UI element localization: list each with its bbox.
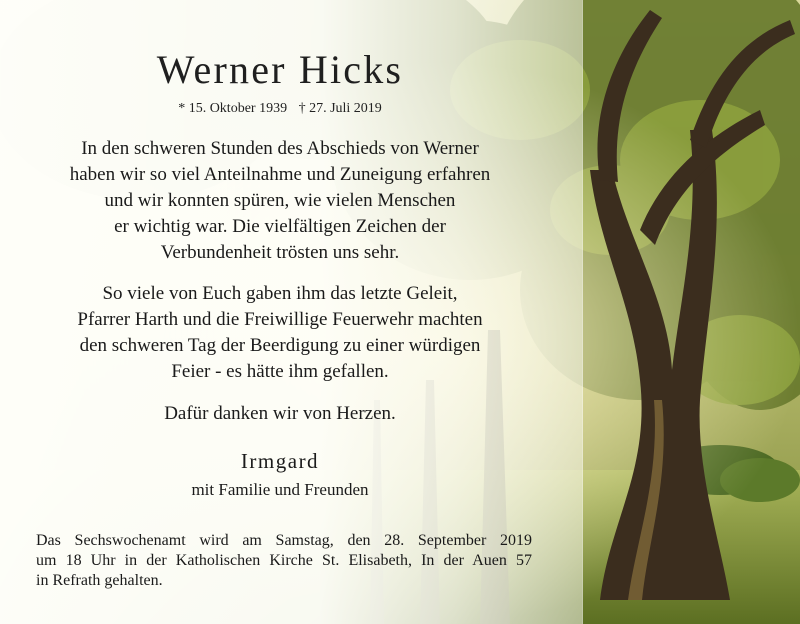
birth-date: * 15. Oktober 1939 [178,101,288,116]
notice-line: Das Sechswochenamt wird am Samstag, den 28. September 2019 [36,532,532,549]
paragraph-line: So viele von Euch gaben ihm das letzte Geleit, [102,283,458,304]
mass-notice [36,531,532,591]
paragraph-line: Feier - es hätte ihm gefallen. [171,361,389,382]
paragraph-line: Pfarrer Harth und die Freiwillige Feuerwehr machten [77,309,483,330]
deceased-name: Werner Hicks [156,47,404,92]
gratitude-paragraph [0,136,560,266]
paragraph-line: den schweren Tag der Beerdigung zu einer würdigen [79,335,481,356]
signer-name: Irmgard [240,449,320,473]
death-date: † 27. Juli 2019 [298,101,382,116]
notice-line: in Refrath gehalten. [36,572,163,589]
notice-line: um 18 Uhr in der Katholischen Kirche St. Elisabeth, In der Auen 57 [36,552,532,569]
funeral-paragraph [0,281,560,385]
paragraph-line: und wir konnten spüren, wie vielen Menschen [104,190,456,211]
signer-family: mit Familie und Freunden [191,480,369,499]
paragraph-line: Verbundenheit trösten uns sehr. [160,242,400,263]
paragraph-line: haben wir so viel Anteilnahme und Zuneigung erfahren [69,164,491,185]
thanks-line: Dafür danken wir von Herzen. [164,403,396,424]
paragraph-line: In den schweren Stunden des Abschieds von Werner [81,138,479,159]
life-dates [0,101,560,117]
panel-divider [582,0,583,624]
paragraph-line: er wichtig war. Die vielfältigen Zeichen der [114,216,446,237]
